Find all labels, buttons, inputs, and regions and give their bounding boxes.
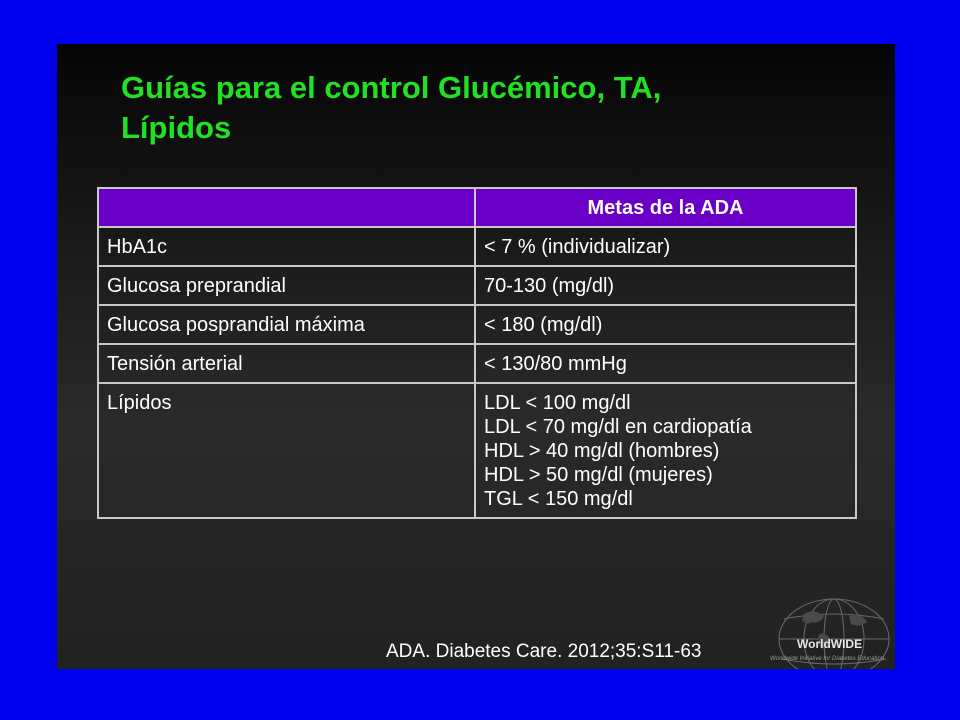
header-cell-empty [98,188,475,227]
table-row [98,266,856,305]
row-value: < 130/80 mmHg [475,344,856,383]
table-row [98,305,856,344]
row-value: < 180 (mg/dl) [475,305,856,344]
table-header-row [98,188,856,227]
ada-goals-table [97,187,857,519]
header-cell-ada-goals: Metas de la ADA [475,188,856,227]
table-row [98,227,856,266]
row-label: HbA1c [98,227,475,266]
citation: ADA. Diabetes Care. 2012;35:S11-63 [386,641,702,662]
logo-tagline: Worldwide Initiative for Diabetes Education [770,656,885,662]
table-row [98,383,856,518]
logo-name: WorldWIDE [797,637,863,651]
row-value: 70-130 (mg/dl) [475,266,856,305]
row-label: Tensión arterial [98,344,475,383]
row-label: Glucosa preprandial [98,266,475,305]
row-value-lipids: LDL < 100 mg/dl LDL < 70 mg/dl en cardiopatía HDL > 40 mg/dl (hombres) HDL > 50 mg/dl (mujeres) TGL < 150 mg/dl [475,383,856,518]
slide-title: Guías para el control Glucémico, TA, Lípidos [121,70,662,145]
row-label: Glucosa posprandial máxima [98,305,475,344]
row-label: Lípidos [98,383,475,518]
row-value: < 7 % (individualizar) [475,227,856,266]
table-row [98,344,856,383]
slide [57,44,895,669]
